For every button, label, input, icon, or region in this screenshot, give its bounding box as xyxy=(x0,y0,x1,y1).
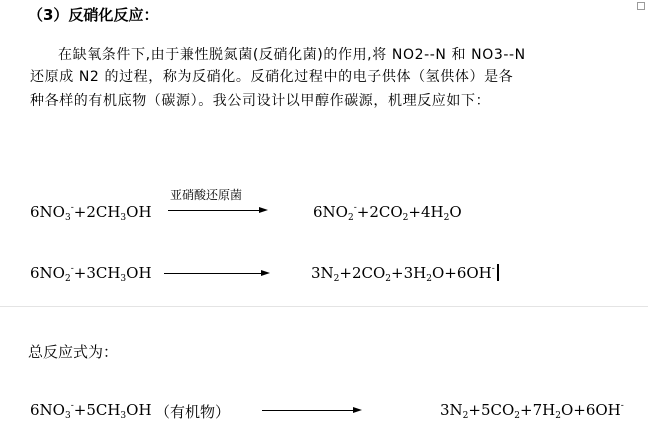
reaction-3-arrow xyxy=(262,405,362,415)
corner-marker xyxy=(637,2,645,10)
reaction-1-products: $6NO_2^-+2CO_2+4H_2O$ xyxy=(313,203,462,223)
reaction-2-arrow xyxy=(164,268,270,278)
paragraph-line-1: 在缺氧条件下,由于兼性脱氮菌(反硝化菌)的作用,将 NO2--N 和 NO3--N xyxy=(58,47,526,63)
reaction-1-reactants: $6NO_3^-+2CH_3OH$ xyxy=(30,203,152,223)
paragraph-line-3: 种各样的有机底物（碳源）。我公司设计以甲醇作碳源，机理反应如下： xyxy=(30,93,491,109)
text-cursor xyxy=(497,264,499,281)
divider xyxy=(0,306,648,307)
paragraph-line-2: 还原成 N2 的过程，称为反硝化。反硝化过程中的电子供体（氢供体）是各 xyxy=(30,69,514,85)
catalyst-label: 亚硝酸还原菌 xyxy=(170,188,243,202)
reaction-1-arrow xyxy=(168,205,268,215)
reaction-3-reactants: $6NO_3^-+5CH_3OH$ xyxy=(30,401,152,421)
reaction-3-note: （有机物） xyxy=(155,403,231,421)
reaction-2-reactants: $6NO_2^-+3CH_3OH$ xyxy=(30,264,152,284)
summary-label: 总反应式为： xyxy=(28,343,119,361)
section-title: （3）反硝化反应： xyxy=(28,6,159,24)
reaction-2-products: $3N_2+2CO_2+3H_2O+6OH^-$ xyxy=(311,264,499,284)
reaction-3-products: $3N_2+5CO_2+7H_2O+6OH^-$ xyxy=(440,401,624,421)
